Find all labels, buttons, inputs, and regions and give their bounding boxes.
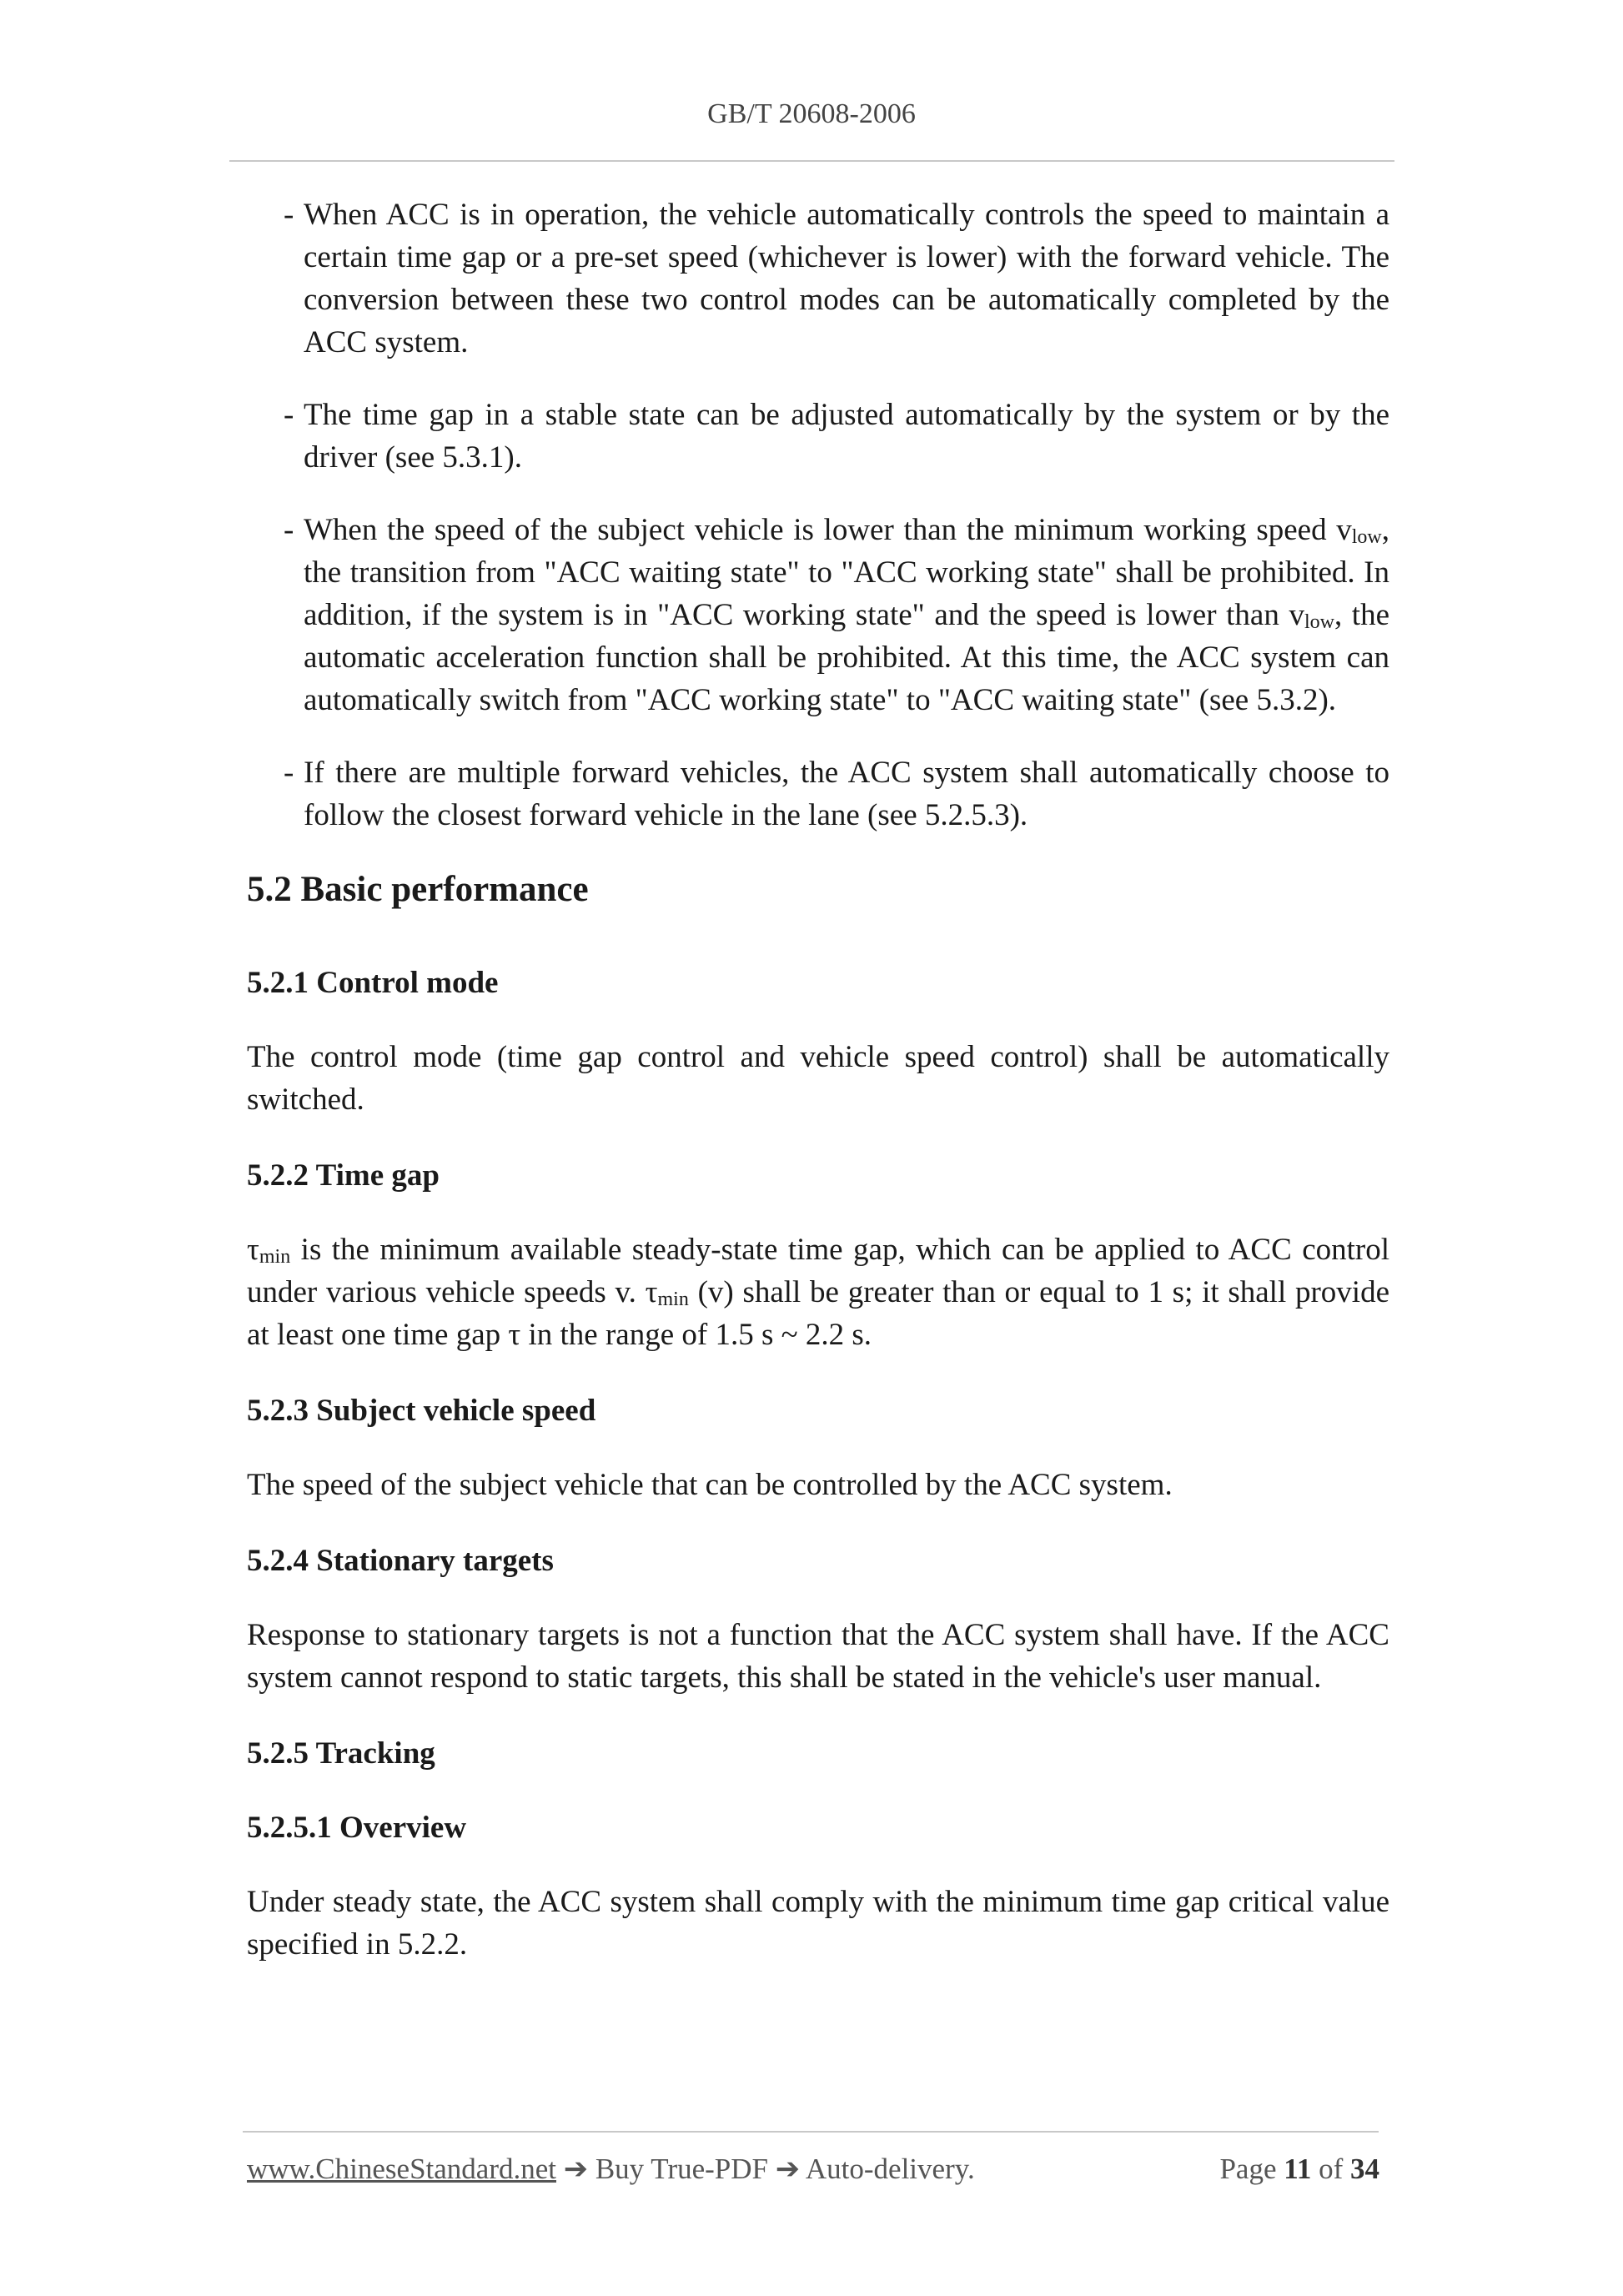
- bullet-text-part: When the speed of the subject vehicle is lower than the minimum working speed: [304, 513, 1337, 547]
- section-heading-5-2-4: 5.2.4 Stationary targets: [247, 1544, 554, 1578]
- footer-left: [247, 2153, 975, 2186]
- footer-delivery-text: Auto-delivery.: [800, 2153, 975, 2185]
- bullet-dash: -: [284, 513, 294, 547]
- bullet-text: The time gap in a stable state can be adjusted automatically by the system or by the driver (see 5.3.1).: [304, 398, 1389, 475]
- subscript-min: min: [657, 1289, 689, 1310]
- section-heading-5-2-3: 5.2.3 Subject vehicle speed: [247, 1394, 596, 1428]
- page-content: [247, 193, 1389, 1966]
- paragraph-5-2-4: Response to stationary targets is not a function that the ACC system shall have. If the ACC system cannot respond to static targets, this shall be stated in the vehicle's user manual.: [247, 1618, 1389, 1695]
- page-number: [1219, 2153, 1379, 2186]
- bullet-dash: -: [284, 756, 294, 790]
- paragraph-text-part: (v) shall be greater than or equal to 1 s; it shall provide at least one time gap τ in the range of 1.5 s ~ 2.2 s.: [247, 1275, 1389, 1352]
- current-page: 11: [1284, 2153, 1312, 2185]
- symbol-v: v: [1336, 513, 1352, 547]
- arrow-icon: ➔: [563, 2153, 589, 2185]
- page-header: GB/T 20608-2006: [707, 98, 916, 129]
- footer-divider: [243, 2131, 1379, 2133]
- paragraph-5-2-2: [247, 1228, 1389, 1356]
- symbol-v: v: [1289, 598, 1304, 632]
- bullet-text-part: , the transition from "ACC waiting state" to "ACC working state" shall be prohibited. In addition, if the system is in "ACC working state" and the speed is lower than: [304, 513, 1389, 632]
- paragraph-5-2-1: The control mode (time gap control and vehicle speed control) shall be automatically switched.: [247, 1040, 1389, 1117]
- subscript-low: low: [1304, 611, 1334, 633]
- symbol-tau: τ: [247, 1233, 259, 1267]
- section-heading-5-2-1: 5.2.1 Control mode: [247, 966, 499, 1000]
- total-pages: 34: [1350, 2153, 1379, 2185]
- website-link[interactable]: www.ChineseStandard.net: [247, 2153, 556, 2185]
- subscript-min: min: [259, 1246, 291, 1268]
- section-heading-5-2-5-1: 5.2.5.1 Overview: [247, 1811, 467, 1845]
- bullet-text: When ACC is in operation, the vehicle automatically controls the speed to maintain a certain time gap or a pre-set speed (whichever is lower) with the forward vehicle. The conversion between these two control modes can be automatically completed by the ACC system.: [304, 198, 1389, 359]
- section-heading-5-2-2: 5.2.2 Time gap: [247, 1158, 440, 1193]
- bullet-text: If there are multiple forward vehicles, the ACC system shall automatically choose to follow the closest forward vehicle in the lane (see 5.2.5.3).: [304, 756, 1389, 832]
- bullet-text-part: , the automatic acceleration function shall be prohibited. At this time, the ACC system can automatically switch from "ACC working state" to "ACC waiting state" (see 5.3.2).: [304, 598, 1389, 717]
- arrow-icon: ➔: [775, 2153, 801, 2185]
- section-heading-5-2: 5.2 Basic performance: [247, 870, 589, 909]
- subscript-low: low: [1351, 526, 1382, 548]
- list-item: [247, 394, 1389, 479]
- header-divider: [229, 160, 1394, 162]
- paragraph-5-2-5-1: Under steady state, the ACC system shall comply with the minimum time gap critical value specified in 5.2.2.: [247, 1885, 1389, 1962]
- bullet-dash: -: [284, 398, 294, 432]
- section-heading-5-2-5: 5.2.5 Tracking: [247, 1736, 435, 1771]
- of-label: of: [1311, 2153, 1350, 2185]
- footer-buy-text: Buy True-PDF: [588, 2153, 776, 2185]
- list-item: [247, 193, 1389, 364]
- paragraph-text-part: is the minimum available steady-state time gap, which can be applied to ACC control under various vehicle speeds v.: [247, 1233, 1389, 1309]
- bullet-dash: -: [284, 198, 294, 232]
- paragraph-5-2-3: The speed of the subject vehicle that can be controlled by the ACC system.: [247, 1468, 1173, 1502]
- list-item: [247, 751, 1389, 837]
- page-label: Page: [1219, 2153, 1284, 2185]
- symbol-tau: τ: [645, 1275, 658, 1309]
- list-item: [247, 509, 1389, 721]
